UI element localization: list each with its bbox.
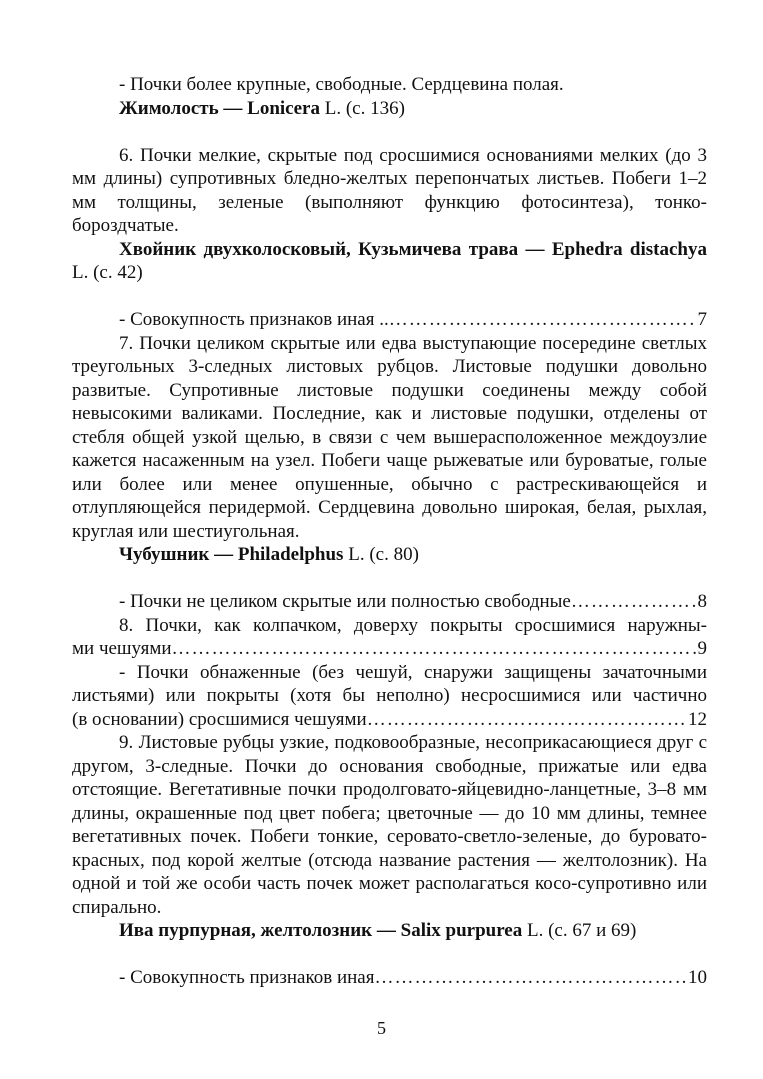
key-couplet-text: 8. Почки, как колпачком, доверху покрыты сросшимися наружны- (119, 614, 707, 636)
key-lead-line (72, 966, 707, 990)
key-couplet-text: 9. Листовые рубцы узкие, подковообразные, несоприкасающиеся друг с другом, 3-следные. Почки до основания свободные, прижатые или едва отстоящие. Вегетативные почки продолговато-яйцевидно-ланцетные, 3–8 мм длины, окрашенные под цвет побега; цветочные — до 10 мм длины, темнее вегетативных почек. Побеги тонкие, серовато-светло-зеленые, до буровато-красных, под корой желтые (отсюда название растения — желтолозник). На одной и той же особи часть почек может располагаться косо-супротивно или спирально. (72, 732, 707, 918)
key-couplet-text: 6. Почки мелкие, скрытые под сросшимися основаниями мелких (до 3 мм длины) супротивных бледно-желтых перепончатых листьев. Побеги 1–2 мм толщины, зеленые (выполняют функцию фотосинтеза), тонко-бороздчатые. (72, 144, 707, 236)
lead-text: - Почки не целиком скрытые или полностью свободные (119, 591, 571, 612)
key-couplet-text: 7. Почки целиком скрытые или едва выступающие посередине светлых треугольных 3-следных листовых рубцов. Листовые подушки довольно развитые. Супротивные листовые подушки соединены между собой невысокими валиками. Последние, как и листовые подушки, отделены от стебля общей узкой щелью, в связи с чем вышерасположенное междоузлие кажется насаженным на узел. Побеги чаще рыжеватые или буроватые, голые или более или менее опушенные, обычно с растрескивающейся и отлупляющейся перидермой. Сердцевина довольно широкая, белая, рыхлая, круглая или шестиугольная. (72, 332, 707, 542)
taxon-author: L. (с. 67 и 69) (522, 920, 637, 941)
key-couplet-text: - Почки обнаженные (без чешуй, снаружи защищены зачаточными листьями) или покрыты (хотя бы неполно) несросшимися или частично (72, 661, 707, 706)
taxon-name: Жимолость — Lonicera (119, 97, 320, 119)
leader-dots (367, 708, 686, 732)
lead-target: 8 (697, 591, 707, 612)
leader-dots (389, 308, 696, 332)
lead-text: (в основании) сросшимися чешуями (72, 708, 367, 730)
spacer (72, 120, 707, 144)
key-lead-line (72, 308, 707, 332)
leader-dots (571, 590, 696, 614)
taxon-entry (72, 97, 707, 121)
key-lead-line (72, 637, 707, 661)
lead-target: 9 (697, 638, 707, 659)
taxon-entry (72, 543, 707, 567)
taxon-name: Хвойник двухколосковый, Кузьмичева трава — Ephedra distachya (119, 238, 707, 260)
spacer (72, 943, 707, 967)
taxon-name: Чубушник — Philadelphus (119, 544, 344, 565)
key-couplet-text: - Почки более крупные, свободные. Сердцевина полая. (119, 74, 564, 95)
key-lead-line (72, 590, 707, 614)
taxon-author: L. (с. 80) (343, 544, 419, 565)
leader-dots (172, 637, 696, 661)
taxon-author: L. (с. 136) (319, 97, 405, 119)
lead-text: - Совокупность признаков иная .. (119, 309, 389, 330)
taxon-entry (72, 919, 707, 943)
page-number: 5 (377, 1018, 386, 1038)
taxon-author: L. (с. 42) (72, 262, 143, 283)
spacer (72, 285, 707, 309)
taxon-entry (72, 238, 707, 285)
taxon-name: Ива пурпурная, желтолозник — Salix purpurea (119, 920, 523, 941)
lead-target: 7 (697, 309, 707, 330)
key-lead-line (72, 708, 707, 732)
document-page (72, 73, 707, 990)
lead-text: ми чешуями (72, 638, 172, 659)
spacer (72, 567, 707, 591)
leader-dots (374, 966, 686, 990)
lead-target: 12 (688, 708, 707, 730)
lead-text: - Совокупность признаков иная (119, 967, 375, 988)
lead-target: 10 (688, 967, 707, 988)
